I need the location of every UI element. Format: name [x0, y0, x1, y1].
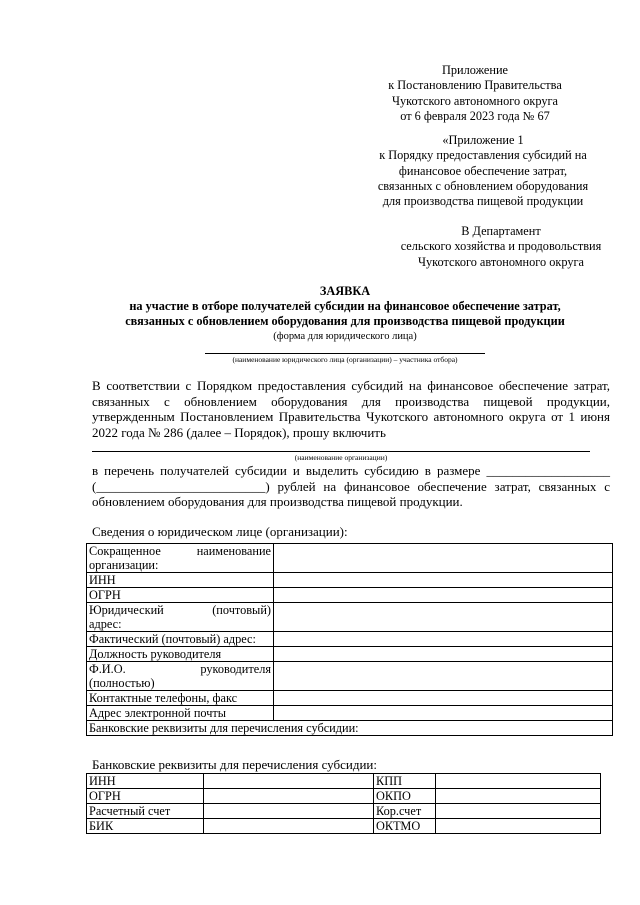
paragraph-line: (__________________________) рублей на финансовое обеспечение затрат, связанных с [92, 478, 610, 494]
entity-name-line [205, 353, 485, 354]
table-cell-label: ОКТМО [374, 819, 436, 834]
addressee-block [378, 224, 624, 270]
title-subtitle: связанных с обновлением оборудования для производства пищевой продукции [125, 314, 565, 328]
addressee-line: В Департамент [461, 224, 541, 238]
table-row [87, 603, 613, 632]
table-cell-label: Юридический (почтовый) адрес: [87, 603, 274, 632]
table-row [87, 544, 613, 573]
table-row [87, 774, 601, 789]
table-cell-label: БИК [87, 819, 204, 834]
table-row [87, 804, 601, 819]
appendix-line: Чукотского автономного округа [392, 93, 558, 108]
table-cell-value[interactable] [274, 573, 613, 588]
table-cell-label: Сокращенное наименование организации: [87, 544, 274, 573]
addressee-line: Чукотского автономного округа [418, 254, 584, 269]
table-cell-label: Расчетный счет [87, 804, 204, 819]
table-row [87, 588, 613, 603]
organization-name-line [92, 451, 590, 452]
table-row [87, 632, 613, 647]
paragraph-line: связанных с обновлением оборудования для производства пищевой продукции, [92, 393, 610, 409]
table-cell-value[interactable] [204, 819, 374, 834]
table-cell-value[interactable] [436, 789, 601, 804]
table-cell-label: Фактический (почтовый) адрес: [87, 632, 274, 647]
org-info-heading: Сведения о юридическом лице (организации): [92, 524, 348, 539]
table-cell-label: Контактные телефоны, факс [87, 691, 274, 706]
table-cell-label: ИНН [87, 774, 204, 789]
appendix1-line: «Приложение 1 [442, 133, 524, 147]
appendix1-line: финансовое обеспечение затрат, [398, 163, 568, 178]
table-row [87, 691, 613, 706]
table-cell-value[interactable] [436, 819, 601, 834]
paragraph-line: в перечень получателей субсидии и выделить субсидию в размере ___________________ [92, 463, 610, 478]
table-cell-value[interactable] [274, 691, 613, 706]
appendix1-block [360, 133, 606, 209]
table-cell-value[interactable] [274, 647, 613, 662]
table-cell-label: Адрес электронной почты [87, 706, 274, 721]
org-info-table [86, 543, 613, 736]
table-cell-value[interactable] [436, 804, 601, 819]
table-cell-value[interactable] [204, 789, 374, 804]
table-cell-value[interactable] [204, 774, 374, 789]
bank-details-row: Банковские реквизиты для перечисления субсидии: [87, 721, 613, 736]
organization-name-caption: (наименование организации) [294, 453, 388, 462]
table-row [87, 789, 601, 804]
appendix1-line: к Порядку предоставления субсидий на [379, 148, 587, 163]
table-cell-label: ИНН [87, 573, 274, 588]
table-cell-value[interactable] [274, 632, 613, 647]
appendix1-line: для производства пищевой продукции [382, 194, 584, 209]
table-cell-label: Должность руководителя [87, 647, 274, 662]
table-cell-value[interactable] [274, 588, 613, 603]
paragraph-2 [92, 463, 610, 510]
document-title: ЗАЯВКА [319, 284, 371, 298]
addressee-line: сельского хозяйства и продовольствия [400, 239, 602, 254]
table-cell-label: Ф.И.О. руководителя (полностью) [87, 662, 274, 691]
table-cell-label: ОКПО [374, 789, 436, 804]
table-cell-label: ОГРН [87, 588, 274, 603]
paragraph-1 [92, 378, 610, 440]
paragraph-line: В соответствии с Порядком предоставления субсидий на финансовое обеспечение затрат, [92, 378, 610, 393]
table-cell-value[interactable] [274, 603, 613, 632]
table-cell-value[interactable] [274, 544, 613, 573]
table-row [87, 573, 613, 588]
table-row [87, 647, 613, 662]
table-cell-label: ОГРН [87, 789, 204, 804]
paragraph-line: 2022 года № 286 (далее – Порядок), прошу включить [92, 424, 386, 440]
table-row [87, 706, 613, 721]
table-cell-value[interactable] [204, 804, 374, 819]
appendix-block [380, 63, 570, 124]
table-row [87, 819, 601, 834]
paragraph-line: утвержденным Постановлением Правительства Чукотского автономного округа от 1 июня [92, 409, 610, 424]
appendix-line: Приложение [442, 63, 508, 77]
bank-heading: Банковские реквизиты для перечисления субсидии: [92, 757, 377, 772]
appendix-line: от 6 февраля 2023 года № 67 [400, 108, 550, 123]
table-cell-value[interactable] [436, 774, 601, 789]
entity-name-caption: (наименование юридического лица (организации) – участника отбора) [232, 355, 458, 364]
paragraph-line: обновлением оборудования для производства пищевой продукции. [92, 494, 463, 509]
title-subtitle: на участие в отборе получателей субсидии на финансовое обеспечение затрат, [129, 299, 561, 313]
table-row [87, 721, 613, 736]
appendix1-line: связанных с обновлением оборудования [377, 178, 589, 193]
table-row [87, 662, 613, 691]
appendix-line: к Постановлению Правительства [388, 78, 562, 93]
form-note: (форма для юридического лица) [273, 331, 417, 342]
table-cell-label: КПП [374, 774, 436, 789]
table-cell-label: Кор.счет [374, 804, 436, 819]
table-cell-value[interactable] [274, 706, 613, 721]
table-cell-value[interactable] [274, 662, 613, 691]
bank-table [86, 773, 601, 834]
